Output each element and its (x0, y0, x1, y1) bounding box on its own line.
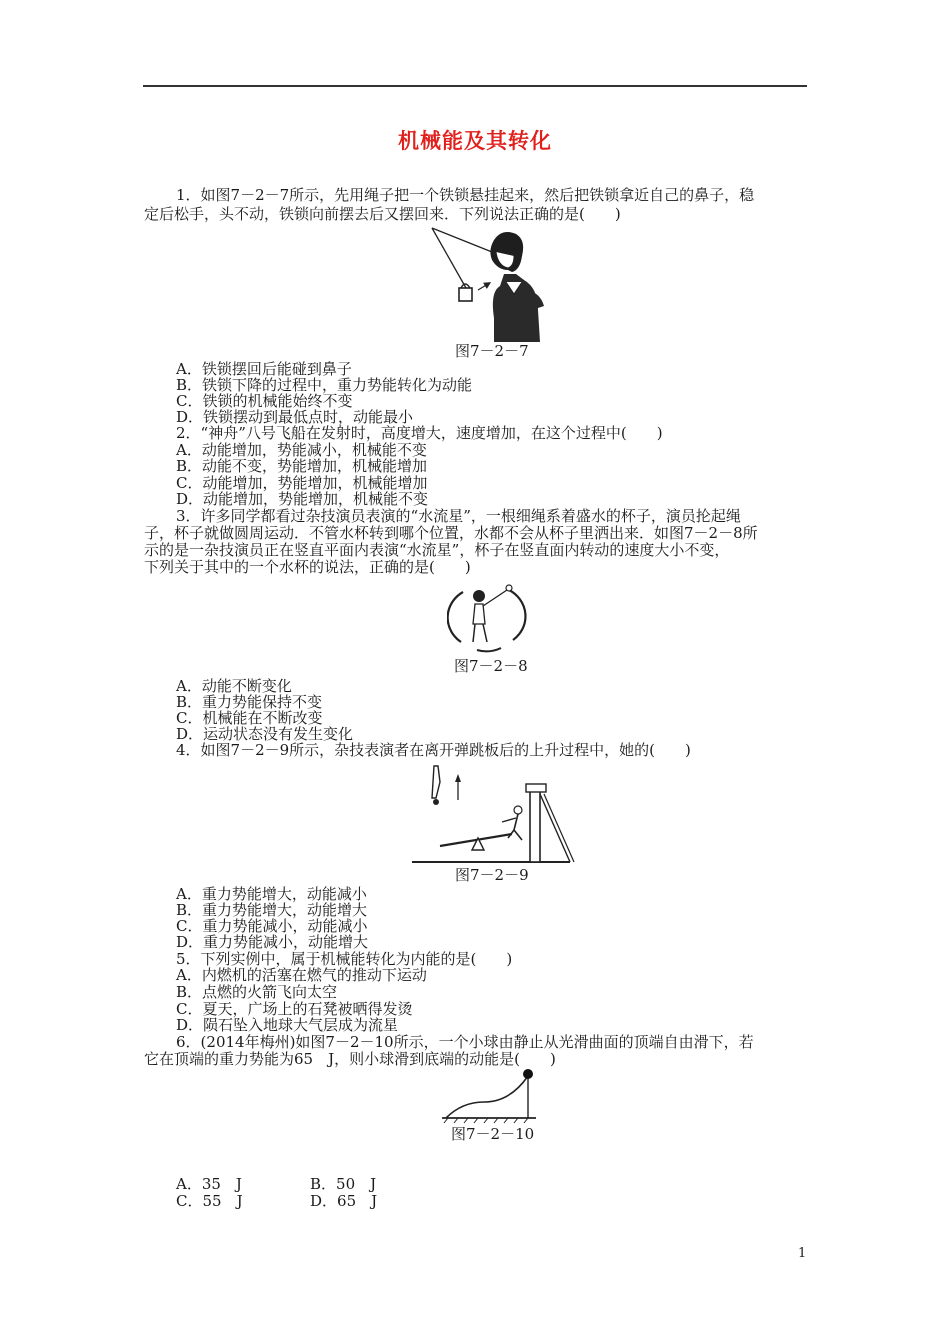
q1-stem-line-2: 定后松手，头不动，铁锁向前摆去后又摆回来．下列说法正确的是( ) (144, 205, 621, 223)
q3-option-a: A．动能不断变化 (176, 677, 292, 695)
q6-option-c: C．55 J (176, 1192, 243, 1210)
q1-option-d: D．铁锁摆动到最低点时，动能最小 (176, 408, 414, 426)
q3-stem-line-2: 子，杯子就做圆周运动．不管水杯转到哪个位置，水都不会从杯子里洒出来．如图7－2－8所 (144, 524, 758, 542)
q6-option-d: D．65 J (310, 1192, 378, 1210)
q3-option-d: D．运动状态没有发生变化 (176, 725, 354, 743)
figure-7-2-10-caption: 图7－2－10 (451, 1125, 535, 1143)
q4-option-d: D．重力势能减小，动能增大 (176, 933, 369, 951)
page-number: 1 (798, 1246, 807, 1261)
q3-stem-line-3: 示的是一杂技演员正在竖直平面内表演“水流星”，杯子在竖直面内转动的速度大小不变， (144, 541, 730, 559)
q4-option-c: C．重力势能减小，动能减小 (176, 917, 368, 935)
page-title: 机械能及其转化 (398, 128, 552, 153)
figure-7-2-7-caption: 图7－2－7 (455, 342, 529, 360)
q5-option-a: A．内燃机的活塞在燃气的推动下运动 (176, 966, 427, 984)
header-rule (143, 85, 807, 87)
q3-stem-line-1: 3．许多同学都看过杂技演员表演的“水流星”，一根细绳系着盛水的杯子，演员抡起绳 (176, 507, 741, 525)
q5-option-d: D．陨石坠入地球大气层成为流星 (176, 1016, 399, 1034)
q3-stem-line-4: 下列关于其中的一个水杯的说法，正确的是( ) (144, 558, 471, 576)
figure-7-2-9-caption: 图7－2－9 (455, 866, 529, 884)
q6-stem-line-2: 它在顶端的重力势能为65 J，则小球滑到底端的动能是( ) (144, 1050, 556, 1068)
q2-stem: 2．“神舟”八号飞船在发射时，高度增大，速度增加，在这个过程中( ) (176, 424, 663, 442)
q3-option-c: C．机械能在不断改变 (176, 709, 323, 727)
figure-7-2-8-water-meteor (447, 580, 527, 654)
q6-stem-line-1: 6．(2014年梅州)如图7－2－10所示，一个小球由静止从光滑曲面的顶端自由滑下，若 (176, 1033, 754, 1051)
q6-option-a: A．35 J (176, 1175, 242, 1193)
figure-7-2-8-caption: 图7－2－8 (454, 657, 528, 675)
q1-option-c: C．铁锁的机械能始终不变 (176, 392, 353, 410)
q5-option-b: B．点燃的火箭飞向太空 (176, 983, 338, 1001)
q4-option-a: A．重力势能增大，动能减小 (176, 885, 367, 903)
q5-option-c: C．夏天，广场上的石凳被晒得发烫 (176, 1000, 413, 1018)
q4-stem: 4．如图7－2－9所示，杂技表演者在离开弹跳板后的上升过程中，她的( ) (176, 741, 691, 759)
q2-option-a: A．动能增加，势能减小，机械能不变 (176, 441, 427, 459)
q2-option-b: B．动能不变，势能增加，机械能增加 (176, 457, 428, 475)
q1-option-b: B．铁锁下降的过程中，重力势能转化为动能 (176, 376, 473, 394)
figure-7-2-7-pendulum-lock (428, 226, 548, 344)
q1-option-a: A．铁锁摆回后能碰到鼻子 (176, 360, 352, 378)
q6-option-b: B．50 J (310, 1175, 377, 1193)
q1-stem-line-1: 1．如图7－2－7所示，先用绳子把一个铁锁悬挂起来，然后把铁锁拿近自己的鼻子，稳 (176, 186, 755, 204)
q5-stem: 5．下列实例中，属于机械能转化为内能的是( ) (176, 950, 513, 968)
q2-option-d: D．动能增加，势能增加，机械能不变 (176, 490, 429, 508)
q2-option-c: C．动能增加，势能增加，机械能增加 (176, 474, 428, 492)
figure-7-2-10-curved-slope (440, 1068, 538, 1124)
q3-option-b: B．重力势能保持不变 (176, 693, 323, 711)
q4-option-b: B．重力势能增大，动能增大 (176, 901, 368, 919)
figure-7-2-9-springboard (410, 760, 576, 866)
